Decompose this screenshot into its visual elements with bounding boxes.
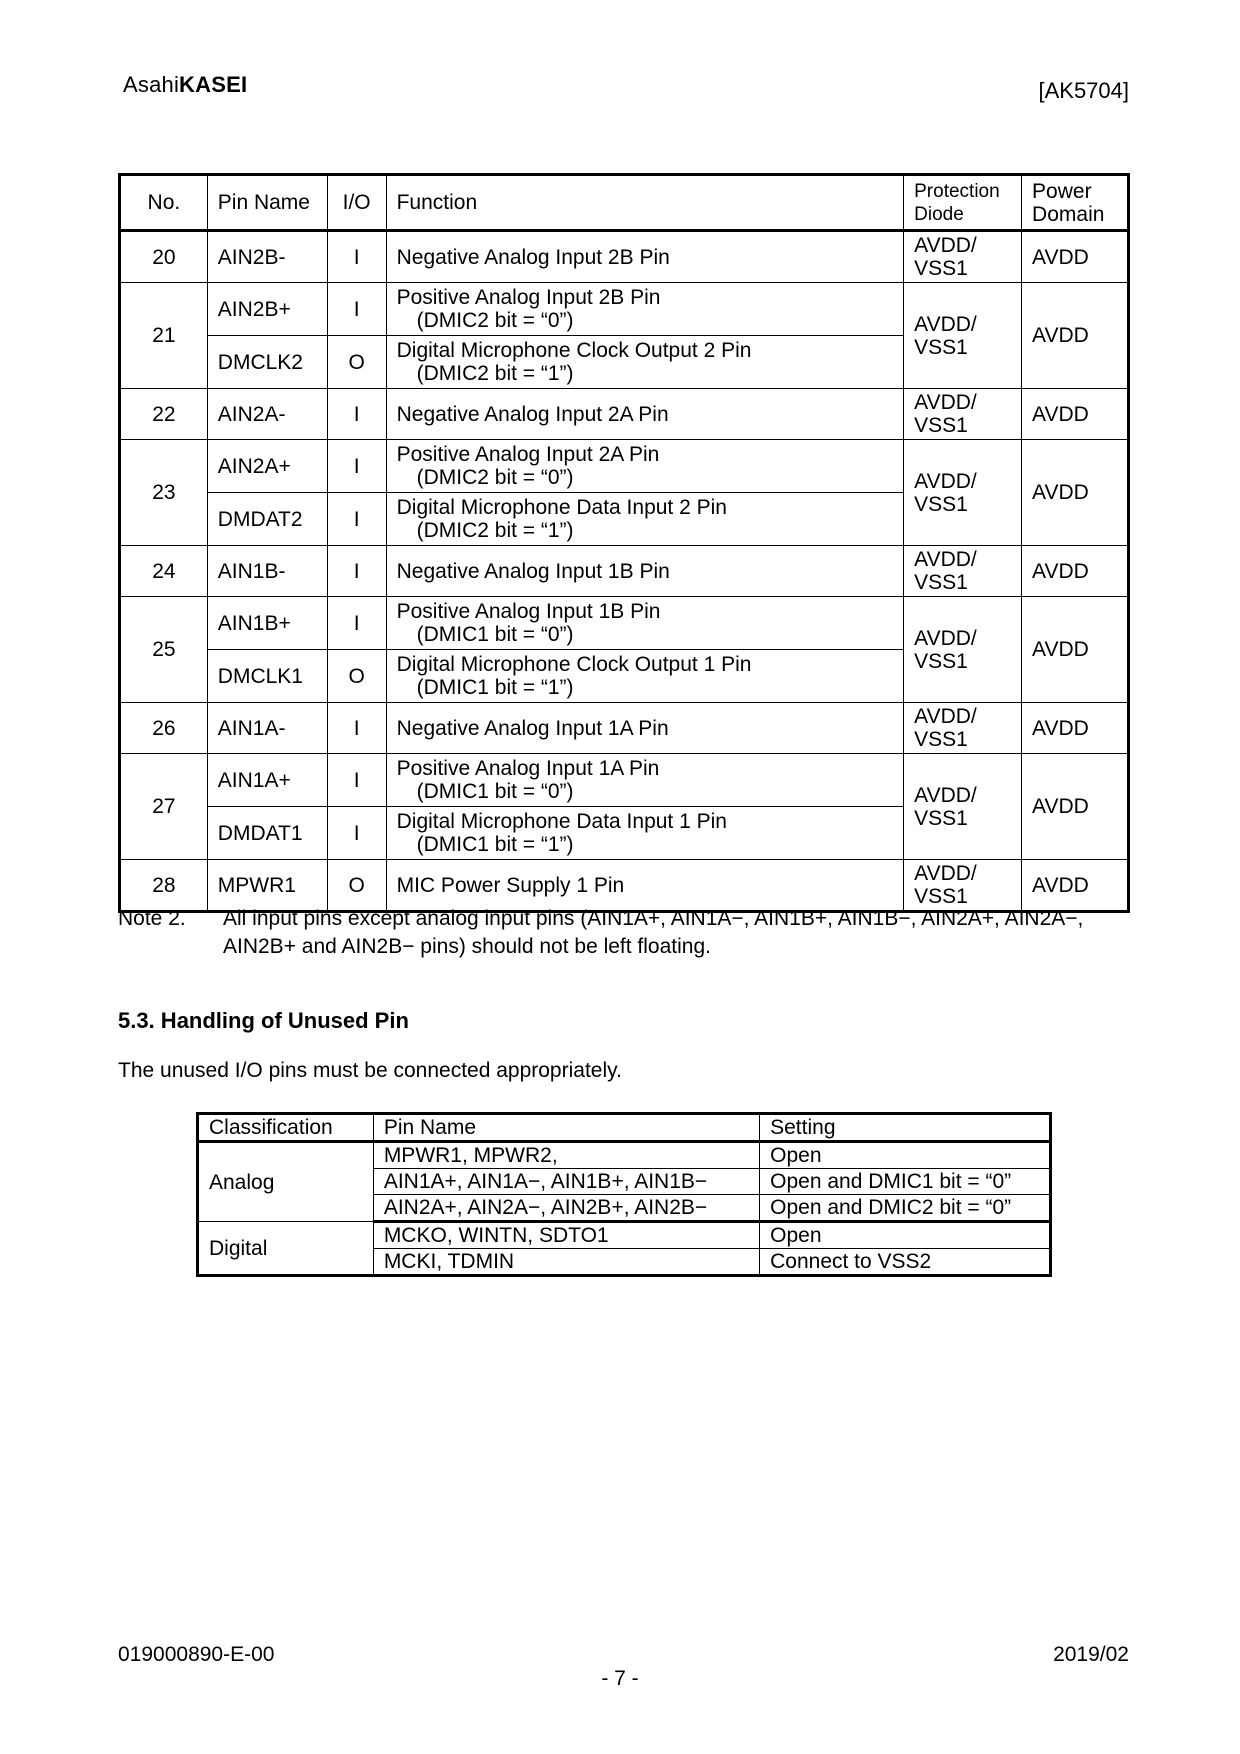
section-intro: The unused I/O pins must be connected appropriately. — [118, 1059, 622, 1082]
pin-number: 24 — [120, 546, 208, 597]
logo-suffix: KASEI — [179, 72, 248, 97]
pin-name: DMDAT1 — [207, 807, 327, 860]
pin-name: AIN2A+ — [207, 440, 327, 493]
power-domain: AVDD — [1022, 703, 1129, 754]
pin-io: I — [327, 597, 386, 650]
note-text: All input pins except analog input pins (AIN1A+, AIN1A−, AIN1B+, AIN1B−, AIN2A+, AIN2A−, AIN2B+ and AIN2B− pins) should not be left floating. — [223, 907, 1084, 958]
pin-function: Positive Analog Input 2B Pin (DMIC2 bit = “0”) — [386, 283, 904, 336]
pin-function: Digital Microphone Clock Output 1 Pin (DMIC1 bit = “1”) — [386, 650, 904, 703]
pin-io: I — [327, 546, 386, 597]
pin-function: Digital Microphone Data Input 2 Pin (DMIC2 bit = “1”) — [386, 493, 904, 546]
pin-name: DMDAT2 — [207, 493, 327, 546]
table-row — [198, 1222, 1051, 1249]
company-logo — [123, 72, 247, 98]
pin-name: AIN2A- — [207, 389, 327, 440]
pin-number: 25 — [120, 597, 208, 703]
power-domain: AVDD — [1022, 440, 1129, 546]
pin-function-table — [118, 173, 1130, 913]
pin-function: Negative Analog Input 1A Pin — [386, 703, 904, 754]
table-row — [120, 860, 1129, 912]
protection-diode: AVDD/ VSS1 — [904, 440, 1022, 546]
header-pin-name: Pin Name — [373, 1114, 759, 1142]
setting-cell: Open — [760, 1142, 1051, 1169]
header-power-domain: Power Domain — [1022, 175, 1129, 231]
note-label: Note 2. — [118, 907, 186, 930]
pin-name: DMCLK1 — [207, 650, 327, 703]
table-row — [120, 440, 1129, 493]
pin-io: I — [327, 231, 386, 283]
page-number: - 7 - — [601, 1667, 639, 1690]
pin-name: DMCLK2 — [207, 336, 327, 389]
pin-name: AIN1A+ — [207, 754, 327, 807]
pin-name: AIN2B+ — [207, 283, 327, 336]
pin-name: AIN1A- — [207, 703, 327, 754]
pin-function: Negative Analog Input 1B Pin — [386, 546, 904, 597]
header-protection-diode: Protection Diode — [904, 175, 1022, 231]
note-2 — [118, 905, 1130, 961]
logo-prefix: Asahi — [123, 72, 180, 97]
pin-io: I — [327, 283, 386, 336]
pin-name-cell: AIN2A+, AIN2A−, AIN2B+, AIN2B− — [373, 1195, 759, 1222]
pin-io: I — [327, 493, 386, 546]
protection-diode: AVDD/ VSS1 — [904, 597, 1022, 703]
pin-function: Positive Analog Input 1A Pin (DMIC1 bit = “0”) — [386, 754, 904, 807]
table-row — [120, 703, 1129, 754]
pin-number: 22 — [120, 389, 208, 440]
header-no: No. — [120, 175, 208, 231]
power-domain: AVDD — [1022, 389, 1129, 440]
header-classification: Classification — [198, 1114, 374, 1142]
power-domain: AVDD — [1022, 860, 1129, 912]
protection-diode: AVDD/ VSS1 — [904, 389, 1022, 440]
pin-number: 23 — [120, 440, 208, 546]
setting-cell: Open and DMIC2 bit = “0” — [760, 1195, 1051, 1222]
pin-name-cell: MPWR1, MPWR2, — [373, 1142, 759, 1169]
pin-function: Positive Analog Input 2A Pin (DMIC2 bit = “0”) — [386, 440, 904, 493]
header-io: I/O — [327, 175, 386, 231]
table-header-row — [198, 1114, 1051, 1142]
pin-io: O — [327, 860, 386, 912]
setting-cell: Open and DMIC1 bit = “0” — [760, 1169, 1051, 1195]
power-domain: AVDD — [1022, 231, 1129, 283]
pin-number: 28 — [120, 860, 208, 912]
pin-number: 21 — [120, 283, 208, 389]
pin-io: I — [327, 754, 386, 807]
power-domain: AVDD — [1022, 754, 1129, 860]
pin-name: AIN2B- — [207, 231, 327, 283]
table-row — [120, 754, 1129, 807]
protection-diode: AVDD/ VSS1 — [904, 283, 1022, 389]
table-row — [198, 1142, 1051, 1169]
pin-number: 26 — [120, 703, 208, 754]
header-pin-name: Pin Name — [207, 175, 327, 231]
protection-diode: AVDD/ VSS1 — [904, 860, 1022, 912]
power-domain: AVDD — [1022, 546, 1129, 597]
pin-io: I — [327, 703, 386, 754]
pin-function: Negative Analog Input 2B Pin — [386, 231, 904, 283]
table-row — [120, 597, 1129, 650]
power-domain: AVDD — [1022, 283, 1129, 389]
table-row — [120, 231, 1129, 283]
pin-name: AIN1B+ — [207, 597, 327, 650]
classification-cell: Analog — [198, 1142, 374, 1222]
pin-name-cell: MCKO, WINTN, SDTO1 — [373, 1222, 759, 1249]
pin-function: Negative Analog Input 2A Pin — [386, 389, 904, 440]
pin-io: I — [327, 807, 386, 860]
unused-pin-table — [196, 1112, 1052, 1277]
setting-cell: Open — [760, 1222, 1051, 1249]
pin-io: O — [327, 336, 386, 389]
pin-name: MPWR1 — [207, 860, 327, 912]
header-function: Function — [386, 175, 904, 231]
table-row — [120, 546, 1129, 597]
protection-diode: AVDD/ VSS1 — [904, 703, 1022, 754]
document-label: [AK5704] — [1038, 78, 1129, 103]
pin-function: Digital Microphone Clock Output 2 Pin (DMIC2 bit = “1”) — [386, 336, 904, 389]
table-row — [120, 283, 1129, 336]
pin-function: Positive Analog Input 1B Pin (DMIC1 bit = “0”) — [386, 597, 904, 650]
pin-name-cell: MCKI, TDMIN — [373, 1249, 759, 1276]
power-domain: AVDD — [1022, 597, 1129, 703]
pin-io: I — [327, 440, 386, 493]
footer-doc-number: 019000890-E-00 — [118, 1643, 275, 1666]
table-header-row — [120, 175, 1129, 231]
section-title: 5.3. Handling of Unused Pin — [118, 1008, 409, 1033]
protection-diode: AVDD/ VSS1 — [904, 546, 1022, 597]
pin-io: I — [327, 389, 386, 440]
footer-date: 2019/02 — [1053, 1643, 1129, 1666]
classification-cell: Digital — [198, 1222, 374, 1276]
table-row — [120, 389, 1129, 440]
protection-diode: AVDD/ VSS1 — [904, 754, 1022, 860]
protection-diode: AVDD/ VSS1 — [904, 231, 1022, 283]
setting-cell: Connect to VSS2 — [760, 1249, 1051, 1276]
pin-function: MIC Power Supply 1 Pin — [386, 860, 904, 912]
pin-number: 20 — [120, 231, 208, 283]
pin-name: AIN1B- — [207, 546, 327, 597]
pin-io: O — [327, 650, 386, 703]
pin-name-cell: AIN1A+, AIN1A−, AIN1B+, AIN1B− — [373, 1169, 759, 1195]
pin-number: 27 — [120, 754, 208, 860]
header-setting: Setting — [760, 1114, 1051, 1142]
pin-function: Digital Microphone Data Input 1 Pin (DMIC1 bit = “1”) — [386, 807, 904, 860]
